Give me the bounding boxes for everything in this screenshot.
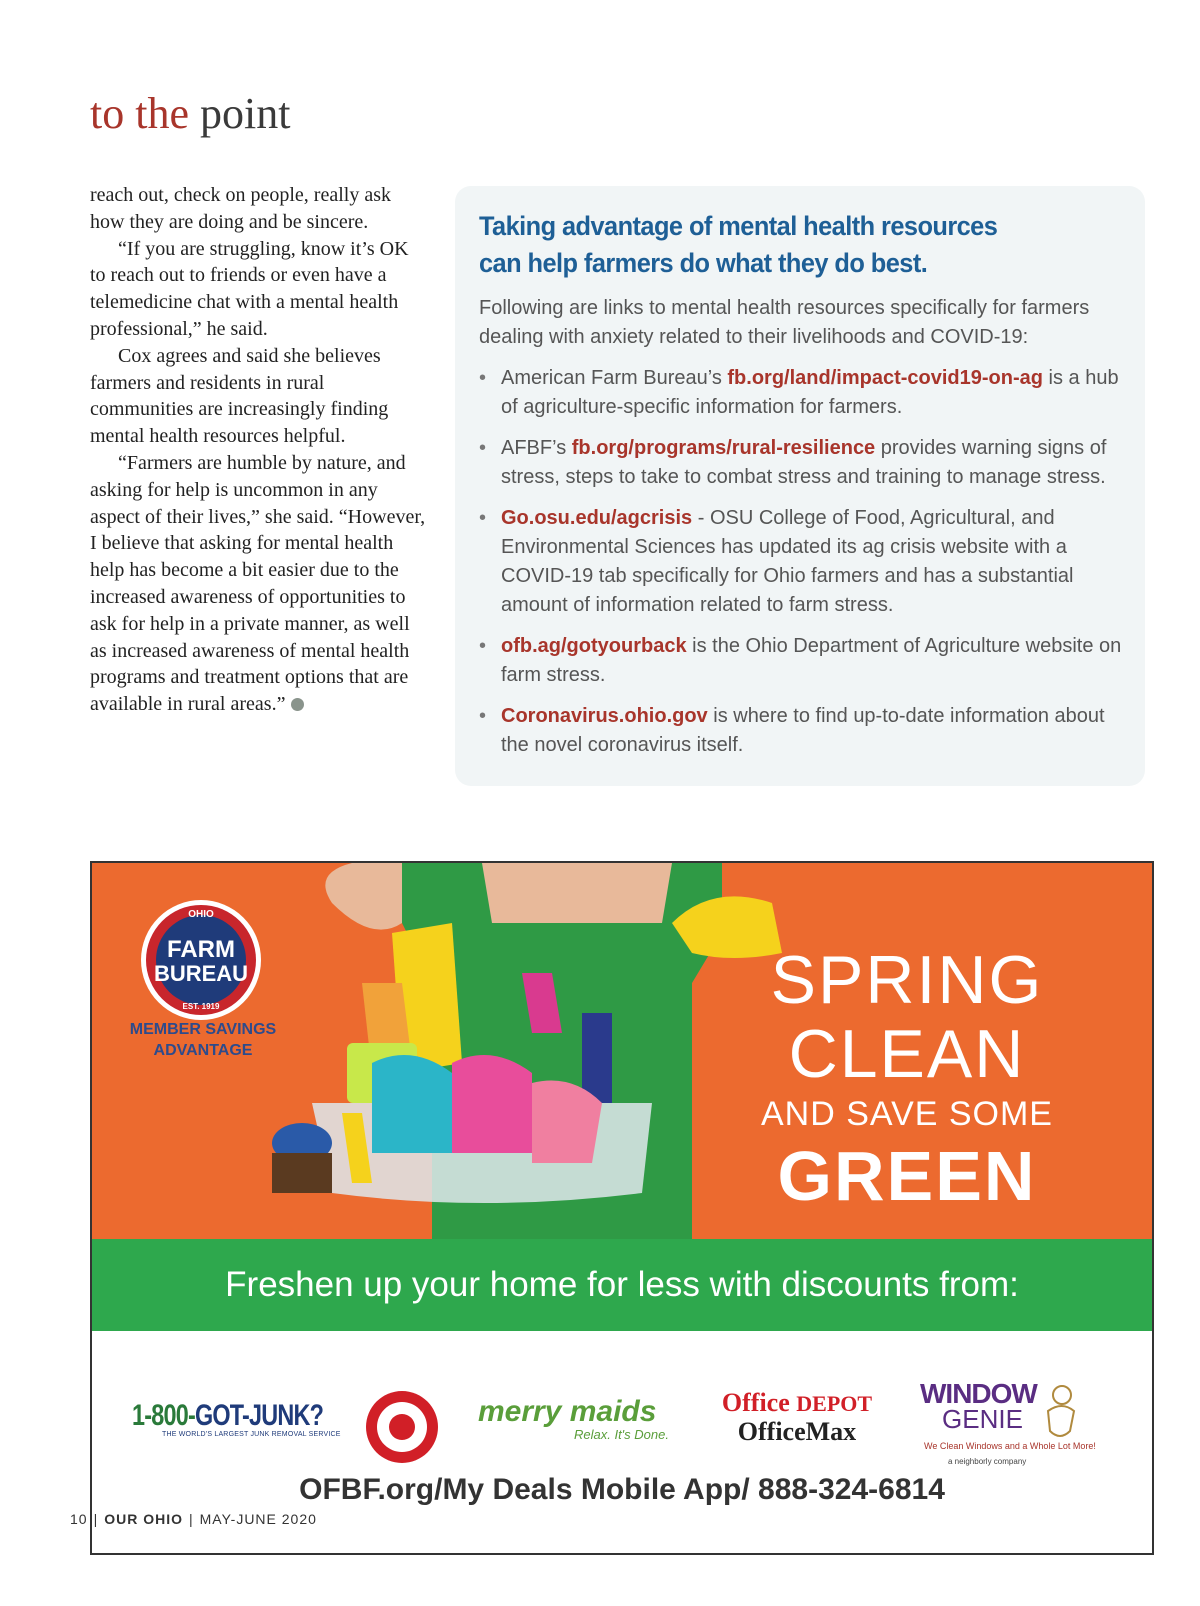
badge-est: EST. 1919 <box>182 1002 220 1011</box>
resource-post: is where to find up-to-date information about the novel coronavirus itself. <box>501 705 1105 756</box>
headline-line1: SPRING <box>770 942 1044 1018</box>
window-genie-word2: GENIE <box>942 1404 1023 1434</box>
article-paragraph: reach out, check on people, really ask how they are doing and be sincere. <box>90 184 391 233</box>
ad-headline <box>742 943 1072 1215</box>
headline-line4: GREEN <box>777 1137 1037 1215</box>
window-genie-company: a neighborly company <box>948 1457 1027 1466</box>
resource-link[interactable]: ofb.ag/gotyourback <box>501 635 687 657</box>
end-mark-icon <box>291 698 304 711</box>
bullet-icon: • <box>479 705 487 727</box>
resource-pre: American Farm Bureau’s <box>501 367 728 389</box>
merry-maids-tagline: Relax. It's Done. <box>574 1427 669 1442</box>
window-genie-tagline: We Clean Windows and a Whole Lot More! <box>924 1441 1096 1451</box>
resource-list <box>479 364 1123 760</box>
resource-pre: AFBF’s <box>501 437 572 459</box>
footer-separator: | <box>93 1511 99 1527</box>
resource-item <box>479 504 1123 620</box>
badge-line1: FARM <box>167 936 235 963</box>
ad-hero <box>92 863 1152 1239</box>
section-heading-word1: to the <box>90 89 189 138</box>
resources-sidebar <box>455 186 1145 786</box>
office-depot-word2: DEPOT <box>796 1391 873 1416</box>
bullet-icon: • <box>479 507 487 529</box>
article-paragraph: “If you are struggling, know it’s OK to reach out to friends or even have a telemedicine chat with a mental health professional,” he said. <box>90 237 409 340</box>
bullet-icon: • <box>479 635 487 657</box>
resource-link[interactable]: fb.org/programs/rural-resilience <box>571 437 876 459</box>
target-logo[interactable] <box>364 1389 440 1465</box>
advertisement[interactable] <box>90 861 1154 1555</box>
got-junk-tagline: THE WORLD'S LARGEST JUNK REMOVAL SERVICE <box>162 1431 341 1438</box>
ad-banner <box>92 1239 1152 1331</box>
badge-caption-line1: MEMBER SAVINGS <box>129 1021 277 1038</box>
headline-line2: CLEAN <box>788 1016 1026 1092</box>
resource-post: is a hub of agriculture-specific information for farmers. <box>501 367 1119 418</box>
resource-post: is the Ohio Department of Agriculture website on farm stress. <box>501 635 1122 686</box>
sidebar-intro: Following are links to mental health resources specifically for farmers dealing with anxiety related to their livelihoods and COVID-19: <box>479 297 1090 348</box>
sidebar-title <box>479 208 1084 282</box>
resource-item <box>479 632 1123 690</box>
got-junk-number: 1-800- <box>132 1399 195 1432</box>
resource-link[interactable]: Go.osu.edu/agcrisis <box>501 507 693 529</box>
publication-name: OUR OHIO <box>104 1511 183 1527</box>
sidebar-title-line2: can help farmers do what they do best. <box>479 248 928 278</box>
article-column <box>90 182 428 718</box>
window-genie-word1: WINDOW <box>920 1378 1037 1409</box>
merry-maids-logo[interactable] <box>478 1397 678 1442</box>
got-junk-logo[interactable] <box>132 1399 341 1438</box>
resource-item <box>479 434 1123 492</box>
article-paragraph <box>90 450 428 718</box>
resource-item <box>479 364 1123 422</box>
resource-link[interactable]: Coronavirus.ohio.gov <box>501 705 708 727</box>
sidebar-title-line1: Taking advantage of mental health resources <box>479 211 998 241</box>
farm-bureau-logo <box>138 897 264 1023</box>
office-depot-logo[interactable] <box>702 1389 892 1446</box>
article-paragraph: Cox agrees and said she believes farmers and residents in rural communities are increasingly finding mental health resources helpful. <box>90 344 389 448</box>
issue-date: MAY-JUNE 2020 <box>199 1511 317 1527</box>
badge-line2: BUREAU <box>153 961 249 986</box>
headline-line3: AND SAVE SOME <box>761 1095 1053 1133</box>
footer-separator: | <box>189 1511 194 1527</box>
resource-post: - OSU College of Food, Agricultural, and Environmental Sciences has updated its ag crisis website with a COVID-19 tab specifically for Ohio farmers and has a substantial amount of information related to farm stress. <box>501 507 1074 616</box>
badge-caption <box>112 1019 294 1061</box>
section-heading-word2: point <box>199 89 291 138</box>
ad-banner-text: Freshen up your home for less with discounts from: <box>225 1265 1019 1304</box>
office-depot-word1: Office <box>721 1388 797 1417</box>
cleaning-supplies-photo <box>252 863 812 1239</box>
genie-icon <box>1038 1381 1080 1445</box>
badge-caption-line2: ADVANTAGE <box>153 1042 253 1059</box>
got-junk-name: GOT-JUNK? <box>194 1399 324 1432</box>
page-footer <box>70 1511 317 1527</box>
page-number: 10 <box>70 1511 88 1527</box>
merry-maids-name: merry maids <box>478 1395 657 1428</box>
officemax-name: OfficeMax <box>737 1417 857 1446</box>
article-paragraph-text: “Farmers are humble by nature, and asking for help is uncommon in any aspect of their lives,” she said. “However, I believe that asking for mental health help has become a bit easier due to the increased awareness of opportunities to ask for help in a private manner, as well as increased awareness of mental health programs and treatment options that are available in rural areas.” <box>90 451 426 716</box>
window-genie-logo[interactable] <box>920 1378 1096 1466</box>
sponsor-logos <box>92 1351 1152 1481</box>
resource-item <box>479 702 1123 760</box>
section-heading <box>90 89 291 138</box>
resource-link[interactable]: fb.org/land/impact-covid19-on-ag <box>727 367 1043 389</box>
resource-post: provides warning signs of stress, steps to take to combat stress and training to manage stress. <box>501 437 1107 488</box>
bullet-icon: • <box>479 437 487 459</box>
bullet-icon: • <box>479 367 487 389</box>
badge-top: OHIO <box>188 909 214 920</box>
ad-contact[interactable]: OFBF.org/My Deals Mobile App/ 888-324-6814 <box>299 1473 945 1506</box>
